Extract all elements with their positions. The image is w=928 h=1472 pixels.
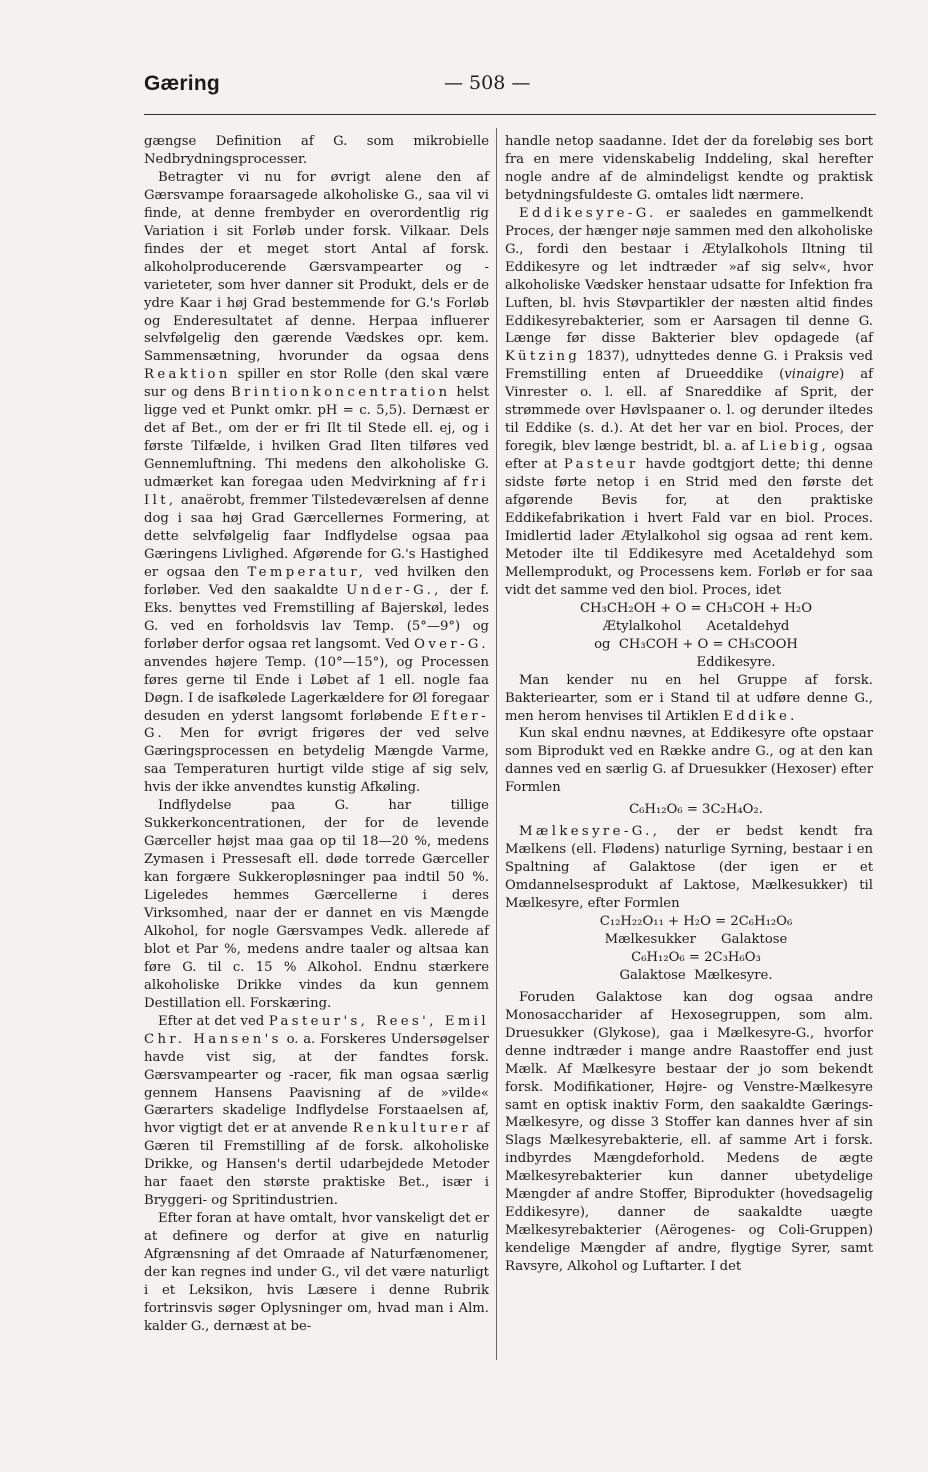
paragraph: Indflydelse paa G. har tillige Sukkerkoncentrationen, der for de levende Gærceller højst maa gaa op til 18—20 %, medens Zymasen i Pressesaft ell. døde torrede Gærceller kan forgære Sukkeropløsninger paa indtil 50 %. Ligeledes hemmes Gærcellerne i deres Virksomhed, naar der er dannet en vis Mængde Alkohol, for nogle Gærsvampes Vedk. allerede af blot et Par %, medens andre taaler og altsaa kan føre G. til c. 15 % Alkohol. Endnu stærkere alkoholiske Drikke vindes da kun gennem Destillation ell. Forskæring. <box>144 798 489 1011</box>
formula-labels: Eddikesyre. <box>696 654 776 670</box>
spaced-term: Renkulturer <box>352 1121 472 1137</box>
chemical-formula: og CH₃COH + O = CH₃COOH <box>594 636 798 652</box>
spaced-term: Efter-G. <box>144 708 489 742</box>
formula-labels: Ætylalkohol Acetaldehyd <box>602 618 790 634</box>
paragraph: Efter at det ved Pasteur's, Rees', Emil Chr. Hansen's o. a. Forskeres Undersøgelser havde vist sig, at der fandtes forsk. Gærsvampearter og -racer, fik man ogsaa særlig gennem Hansens Paavisning af de »vilde« Gærarters skadelige Indflydelse Forstaaelsen af, hvor vigtigt det er at anvende Renkulturer af Gæren til Fremstilling af de forsk. alkoholiske Drikke, og Hansen's dertil udarbejdede Metoder har faaet den største praktiske Bet., især i Bryggeri- og Spritindustrien. <box>144 1013 489 1209</box>
spaced-term: Brintionkoncentration <box>230 385 451 401</box>
paragraph: handle netop saadanne. Idet der da foreløbig ses bort fra en mere videnskabelig Inddeling, skal herefter nogle andre af de almindeligst kendte og praktisk betydningsfuldeste G. omtales lidt nærmere. <box>505 134 873 203</box>
spaced-term: Eddikesyre-G. <box>519 205 657 221</box>
formula-labels: Galaktose Mælkesyre. <box>619 967 773 983</box>
formula-labels: Mælkesukker Galaktose <box>604 931 788 947</box>
spaced-term: fri Ilt, <box>144 475 489 509</box>
spaced-term: Eddike. <box>723 708 798 724</box>
spaced-term: Reaktion <box>144 367 231 383</box>
spaced-term: Kützing <box>505 349 581 365</box>
chemical-formula: C₆H₁₂O₆ = 3C₂H₄O₂. <box>629 802 763 818</box>
paragraph: Foruden Galaktose kan dog ogsaa andre Monosaccharider af Hexosegruppen, som alm. Druesukker (Glykose), gaa i Mælkesyre-G., hvorfor denne indtræder i mange andre Raastoffer end just Mælk. Af Mælkesyre bestaar der jo som bekendt forsk. Modifikationer, Højre- og Venstre-Mælkesyre samt en optisk inaktiv Form, den saakaldte Gærings-Mælkesyre, og disse 3 Stoffer kan dannes hver af sin Slags Mælkesyrebakterie, ell. af samme Art i forsk. indbyrdes Mængdeforhold. Medens de ægte Mælkesyrebakterier kun danner ubetydelige Mængder af andre Stoffer, Biprodukter (hovedsagelig Eddikesyre), danner de saakaldte uægte Mælkesyrebakterier (Aërogenes- og Coli-Gruppen) kendelige Mængder af andre, flygtige Syrer, samt Ravsyre, Alkohol og Luftarter. I det <box>505 989 873 1275</box>
header-rule <box>144 114 876 115</box>
paragraph: gængse Definition af G. som mikrobielle Nedbrydningsprocesser. <box>144 134 489 167</box>
page-number: — 508 — <box>444 72 531 94</box>
spaced-term: Over-G. <box>414 636 489 652</box>
spaced-term: Mælkesyre-G., <box>519 824 661 840</box>
paragraph: Betragter vi nu for øvrigt alene den af Gærsvampe foraarsagede alkoholiske G., saa vil vi finde, at denne frembyder en overordentlig rig Variation i sit Forløb under forsk. Vilkaar. Dels findes der et meget stort Antal af forsk. alkoholproducerende Gærsvampearter og -varieteter, som hver danner sit Produkt, dels er de ydre Kaar i høj Grad bestemmende for G.'s Forløb og Enderesultatet af denne. Herpaa influerer selvfølgelig den gærende Vædskes opr. kem. Sammensætning, hvorunder da ogsaa dens Reaktion spiller en stor Rolle (den skal være sur og dens Brintionkoncentration helst ligge ved et Punkt omkr. pH = c. 5,5). Dernæst er det af Bet., om der er fri Ilt til Stede ell. ej, og i første Tilfælde, i hvilken Grad Ilten tilføres ved Gennemluftning. Thi medens den alkoholiske G. udmærket kan foregaa uden Medvirkning af fri Ilt, anaërobt, fremmer Tilstedeværelsen af denne dog i saa høj Grad Gærcellernes Formering, at dette selvfølgelig faar Indflydelse ogsaa paa Gæringens Livlighed. Afgørende for G.'s Hastighed er ogsaa den Temperatur, ved hvilken den forløber. Ved den saakaldte Under-G., der f. Eks. benyttes ved Fremstilling af Bajerskøl, ledes G. ved en forholdsvis lav Temp. (5°—9°) og forløber derfor ogsaa ret langsomt. Ved Over-G. anvendes højere Temp. (10°—15°), og Processen føres gerne til Ende i Løbet af 1 ell. nogle faa Døgn. I de isafkølede Lagerkældere for Øl foregaar desuden en yderst langsomt forløbende Efter-G. Men for øvrigt frigøres der ved selve Gæringsprocessen en betydelig Mængde Varme, saa Temperaturen hurtigt vilde stige af sig selv, hvis der ikke anvendtes kunstig Afkøling. <box>144 169 489 796</box>
paragraph: Efter foran at have omtalt, hvor vanskeligt det er at definere og derfor at give en naturlig Afgrænsning af det Omraade af Naturfænomener, der kan regnes ind under G., vil det være naturligt i et Leksikon, hvis Læsere i denne Rubrik fortrinsvis søger Oplysninger om, hvad man i Alm. kalder G., dernæst at be- <box>144 1211 489 1334</box>
spaced-term: Pasteur <box>563 457 639 473</box>
right-column <box>505 133 873 1276</box>
spaced-term: Under-G., <box>346 582 442 598</box>
left-column <box>144 133 489 1336</box>
chemical-formula: C₆H₁₂O₆ = 2C₃H₆O₃ <box>631 949 761 965</box>
spaced-term: Liebig, <box>759 439 830 455</box>
chemical-formula: CH₃CH₂OH + O = CH₃COH + H₂O <box>579 600 813 616</box>
spaced-term: Pasteur's, Rees', Emil Chr. Hansen's <box>144 1013 489 1047</box>
paragraph: Man kender nu en hel Gruppe af forsk. Bakteriearter, som er i Stand til at udføre denne G., men herom henvises til Artiklen Eddike. <box>505 672 873 724</box>
chemical-formula: C₁₂H₂₂O₁₁ + H₂O = 2C₆H₁₂O₆ <box>599 913 793 929</box>
paragraph: Eddikesyre-G. er saaledes en gammelkendt Proces, der hænger nøje sammen med den alkoholiske G., fordi den bestaar i Ætylalkohols Iltning til Eddikesyre og let indtræder »af sig selv«, hvor alkoholiske Vædsker henstaar udsatte for Infektion fra Luften, bl. hvis Støvpartikler der næsten altid findes Eddikesyrebakterier, som er Aarsagen til denne G. Længe før disse Bakterier blev opdagede (af Kützing 1837), udnyttedes denne G. i Praksis ved Fremstilling enten af Drueeddike (vinaigre) af Vinrester o. l. ell. af Snareddike af Sprit, der strømmede over Høvlspaaner o. l. og derunder iltedes til Eddike (s. d.). At det her var en biol. Proces, der foregik, blev længe bestridt, bl. a. af Liebig, ogsaa efter at Pasteur havde godtgjort dette; thi denne sidste førte netop i en Strid med den første det afgørende Bevis for, at den praktiske Eddikefabrikation i hvert Fald var en biol. Proces. Imidlertid lader Ætylalkohol sig ogsaa ad rent kem. Metoder ilte til Eddikesyre med Acetaldehyd som Mellemprodukt, og Processens kem. Forløb er for saa vidt det samme ved den biol. Proces, idet <box>505 205 874 598</box>
paragraph: Kun skal endnu nævnes, at Eddikesyre ofte opstaar som Biprodukt ved en Række andre G., og at den kan dannes ved en særlig G. af Druesukker (Hexoser) efter Formlen <box>505 726 873 796</box>
italic-term: vinaigre <box>784 367 840 383</box>
paragraph: Mælkesyre-G., der er bedst kendt fra Mælkens (ell. Flødens) naturlige Syrning, bestaar i en Spaltning af Galaktose (der igen er et Omdannelsesprodukt af Laktose, Mælkesukker) til Mælkesyre, efter Formlen <box>505 824 873 912</box>
column-divider <box>496 128 497 1360</box>
running-head: Gæring <box>144 72 220 95</box>
spaced-term: Temperatur, <box>247 564 367 580</box>
page-header <box>144 72 876 104</box>
